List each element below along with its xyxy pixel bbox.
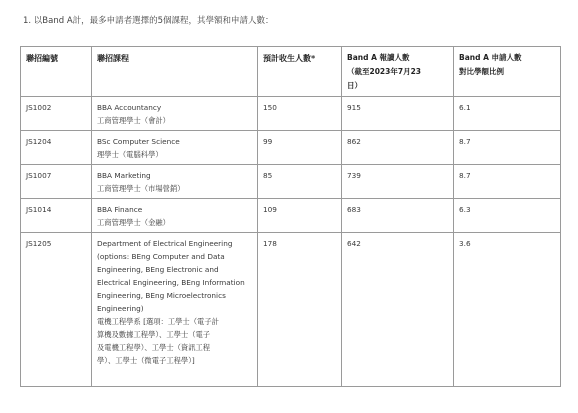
- header-programme: 聯招課程: [92, 47, 258, 97]
- programme-name-en-line: Engineering, BEng Electronic and: [97, 265, 219, 274]
- cell-code: JS1204: [21, 131, 92, 165]
- cell-programme: [92, 97, 258, 131]
- cell-code: JS1007: [21, 165, 92, 199]
- cell-code: JS1205: [21, 233, 92, 387]
- cell-intake: 85: [258, 165, 342, 199]
- cell-ratio: 6.3: [454, 199, 561, 233]
- cell-code: JS1014: [21, 199, 92, 233]
- table-row: [21, 233, 561, 387]
- programme-name-en: BBA Finance: [97, 205, 143, 214]
- programme-name-zh-line: 及電機工程學）、工學士（資訊工程: [97, 343, 211, 352]
- programme-name-zh: 工商管理學士（金融）: [97, 218, 170, 227]
- cell-applicants: 862: [342, 131, 454, 165]
- header-band-a-line3: 日）: [347, 81, 362, 90]
- header-code: 聯招編號: [21, 47, 92, 97]
- programme-name-en: BSc Computer Science: [97, 137, 180, 146]
- cell-programme: [92, 233, 258, 387]
- table-row: [21, 131, 561, 165]
- header-ratio-line2: 對比學額比例: [459, 67, 504, 76]
- header-band-a-applicants: [342, 47, 454, 97]
- table-row: [21, 165, 561, 199]
- header-band-a-line1: Band A 報讀人數: [347, 53, 410, 62]
- cell-ratio: 8.7: [454, 165, 561, 199]
- programme-name-zh: 工商管理學士（會計）: [97, 116, 170, 125]
- cell-programme: [92, 165, 258, 199]
- programme-name-zh: 理學士（電腦科學）: [97, 150, 163, 159]
- programme-name-en-line: Electrical Engineering, BEng Information: [97, 278, 245, 287]
- programme-name-en-line: Engineering, BEng Microelectronics: [97, 291, 226, 300]
- cell-code: JS1002: [21, 97, 92, 131]
- section-intro: 1. 以Band A計，最多申請者選擇的5個課程，其學額和申請人數：: [23, 16, 274, 26]
- table-row: [21, 199, 561, 233]
- programme-name-en-line: (options: BEng Computer and Data: [97, 252, 225, 261]
- programme-name-en: BBA Accountancy: [97, 103, 162, 112]
- programme-name-en: BBA Marketing: [97, 171, 151, 180]
- cell-ratio: 8.7: [454, 131, 561, 165]
- header-ratio: [454, 47, 561, 97]
- cell-programme: [92, 131, 258, 165]
- cell-applicants: 642: [342, 233, 454, 387]
- cell-applicants: 739: [342, 165, 454, 199]
- header-intake-label: 預計收生人數*: [263, 53, 316, 63]
- programme-name-en-line: Engineering): [97, 304, 144, 313]
- programme-table: [20, 46, 561, 387]
- cell-ratio: 3.6: [454, 233, 561, 387]
- programme-name-zh-line: 學）、工學士（微電子工程學）]: [97, 356, 195, 365]
- programme-name-en-line: Department of Electrical Engineering: [97, 239, 233, 248]
- cell-ratio: 6.1: [454, 97, 561, 131]
- header-ratio-line1: Band A 申請人數: [459, 53, 522, 62]
- cell-intake: 109: [258, 199, 342, 233]
- programme-name-zh-line: 電機工程學系 [選項：工學士（電子計: [97, 317, 219, 326]
- cell-applicants: 915: [342, 97, 454, 131]
- cell-intake: 178: [258, 233, 342, 387]
- cell-intake: 150: [258, 97, 342, 131]
- cell-intake: 99: [258, 131, 342, 165]
- table-header-row: [21, 47, 561, 97]
- table-row: [21, 97, 561, 131]
- cell-applicants: 683: [342, 199, 454, 233]
- cell-programme: [92, 199, 258, 233]
- header-intake: [258, 47, 342, 97]
- header-band-a-line2: （截至2023年7月23: [347, 67, 422, 76]
- programme-name-zh: 工商管理學士（市場營銷）: [97, 184, 185, 193]
- programme-name-zh-line: 算機及數據工程學）、工學士（電子: [97, 330, 211, 339]
